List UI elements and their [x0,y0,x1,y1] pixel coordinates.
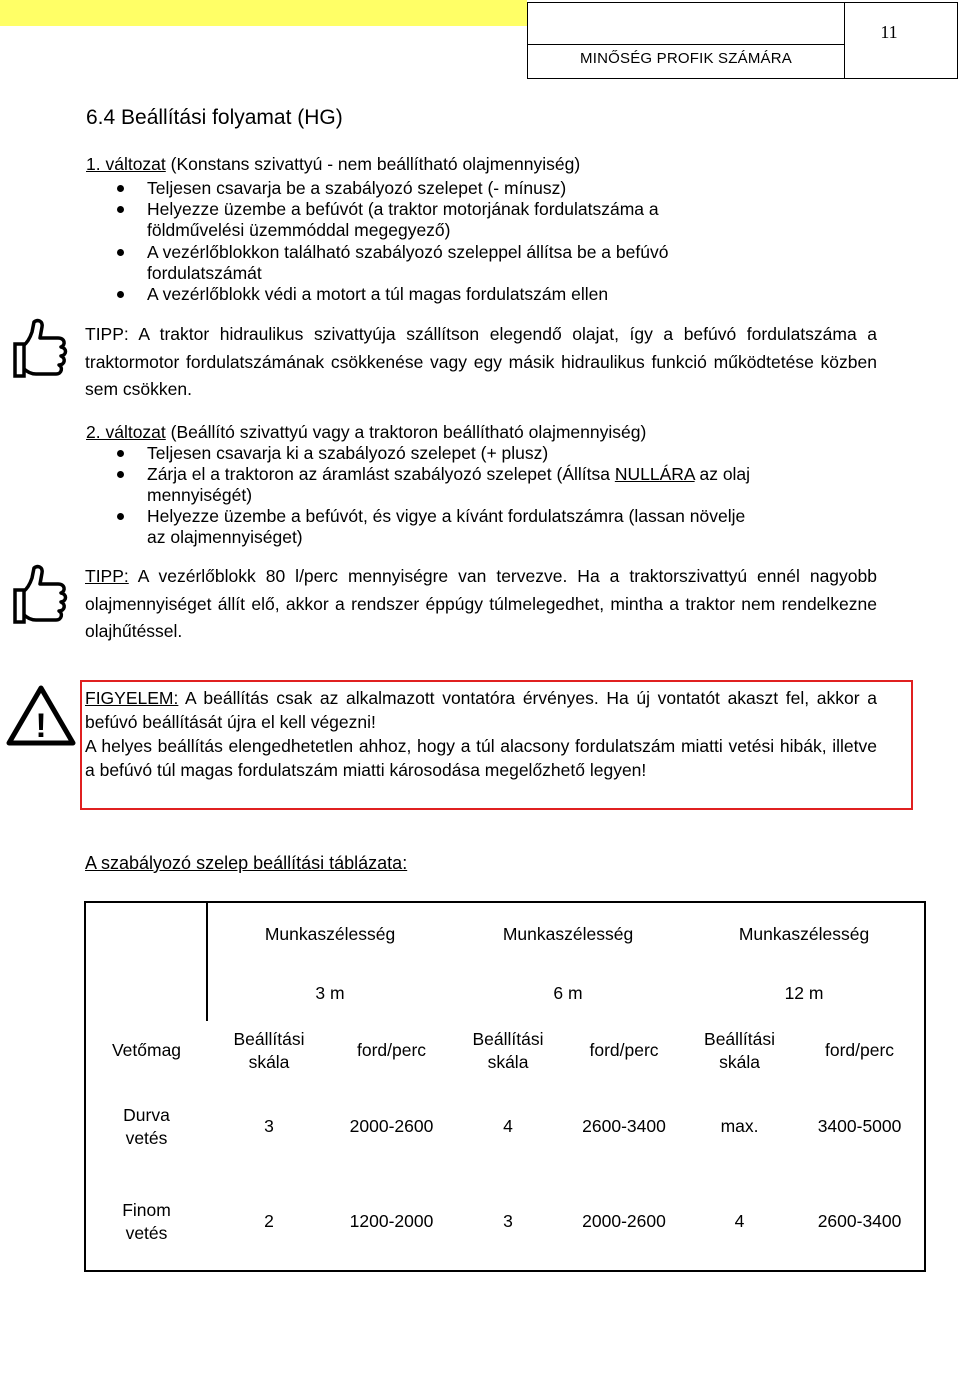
table-cell: max. [720,1116,759,1136]
warning-symbol: ! [35,707,47,745]
table-corner-cell [85,902,207,1021]
variant1-heading [86,154,580,175]
table-cell: 3 [264,1116,274,1136]
variant2-step-3: Helyezze üzembe a befúvót, és vigye a kívánt fordulatszámra (lassan növelje [147,506,746,526]
warning-label: FIGYELEM: [85,688,179,708]
tip-text: A vezérlőblokk 80 l/perc mennyiségre van tervezve. Ha a traktorszivattyú ennél nagyobb olajmennyiséget állít elő, akkor a rendszer éppúgy túlmelegedhet, mintha a traktor nem rendelkezne olajhűtéssel. [85,566,877,641]
table-cell: 3 [452,1173,564,1271]
bullet-dot [117,471,124,478]
bullet-dot [117,291,124,298]
bullet-dot [117,513,124,520]
bullet-dot [117,185,124,192]
variant1-description: (Konstans szivattyú - nem beállítható olajmennyiség) [165,154,581,174]
table-cell: 2600-3400 [795,1173,925,1271]
header-divider [527,44,845,45]
variant2-tip [85,563,877,646]
width-12m: 12 m [684,966,925,1021]
variant2-heading [86,422,646,443]
header-title: MINŐSÉG PROFIK SZÁMÁRA [580,50,792,67]
variant1-tip [85,321,877,404]
variant2-step-2-text: Zárja el a traktoron az áramlást szabályozó szelepet (Állítsa [147,464,615,484]
variant2-step-3-cont: az olajmennyiséget) [147,527,303,547]
row-label: Durva vetés [85,1080,207,1173]
scale-header: Beállítási skála [704,1028,776,1072]
variant1-step-2-cont: földművelési üzemmóddal megegyező) [147,220,451,240]
variant1-step-3: A vezérlőblokkon található szabályozó szeleppel állítsa be a befúvó [147,242,669,262]
page-number: 11 [880,22,898,42]
width-header: Munkaszélesség [207,902,452,966]
table-row [85,1080,925,1173]
table-row [85,1021,925,1080]
variant2-step-2-end: az olaj [694,464,751,484]
table-cell: 4 [684,1173,795,1271]
row-label: Finom vetés [85,1173,207,1271]
variant2-description: (Beállító szivattyú vagy a traktoron beállítható olajmennyiség) [165,422,647,442]
width-3m: 3 m [315,983,345,1003]
bullet-dot [117,249,124,256]
table-cell: 4 [503,1116,513,1136]
variant2-step-2 [147,464,750,485]
table-row [85,1173,925,1271]
width-header: Munkaszélesség [684,902,925,966]
header-title-box [527,2,845,79]
warning-paragraph-2: A helyes beállítás elengedhetetlen ahhoz, hogy a túl alacsony fordulatszám miatti vetési hibák, illetve a befúvó túl magas fordulatszám miatti károsodása megelőzhető legyen! [85,736,877,780]
warning-triangle-icon [6,684,76,746]
tip-label: TIPP: [85,324,129,344]
section-heading: 6.4 Beállítási folyamat (HG) [86,106,343,129]
header-band [0,0,527,26]
variant1-step-1: Teljesen csavarja be a szabályozó szelepet (- mínusz) [147,178,567,198]
bullet-dot [117,206,124,213]
variant2-step-2-null: NULLÁRA [614,464,695,484]
rpm-header: ford/perc [795,1021,925,1080]
table-cell: 2000-2600 [564,1173,684,1271]
thumbs-up-icon [12,316,72,384]
variant1-step-3-cont: fordulatszámát [147,263,262,283]
variant2-step-1: Teljesen csavarja ki a szabályozó szelepet (+ plusz) [147,443,549,463]
warning-text [85,686,877,782]
variant2-label: 2. változat [86,422,166,442]
tip-label: TIPP: [85,566,129,586]
rpm-header: ford/perc [589,1040,659,1060]
variant1-step-4: A vezérlőblokk védi a motort a túl magas fordulatszám ellen [147,284,609,304]
warning-paragraph-1 [85,686,877,734]
thumbs-up-icon [12,562,72,630]
variant2-step-2-cont: mennyiségét) [147,485,253,505]
variant1-label: 1. változat [86,154,166,174]
variant1-step-2: Helyezze üzembe a befúvót (a traktor motorjának fordulatszáma a [147,199,659,219]
rpm-header: ford/perc [356,1040,427,1060]
width-6m: 6 m [553,983,583,1003]
table-row [85,966,925,1021]
row-header: Vetőmag [85,1021,207,1080]
scale-header: Beállítási skála [472,1028,544,1072]
table-cell: 3400-5000 [795,1080,925,1173]
table-cell: 2000-2600 [349,1116,434,1136]
tip-text: A traktor hidraulikus szivattyúja szállítson elegendő olajat, így a befúvó fordulatszáma a traktormotor fordulatszámának csökkenése vagy egy másik hidraulikus funkció működtetése közben sem csökken. [85,324,877,399]
settings-table [84,901,926,1272]
table-cell: 2 [207,1173,331,1271]
scale-header: Beállítási skála [233,1028,305,1072]
warning-text-1: A beállítás csak az alkalmazott vontatóra érvényes. Ha új vontatót akaszt fel, akkor a befúvó beállítását újra el kell végezni! [85,688,877,732]
width-header: Munkaszélesség [452,902,684,966]
table-cell: 2600-3400 [582,1116,666,1136]
table-title: A szabályozó szelep beállítási táblázata: [85,853,408,873]
bullet-dot [117,450,124,457]
table-cell: 1200-2000 [331,1173,452,1271]
table-row [85,902,925,966]
